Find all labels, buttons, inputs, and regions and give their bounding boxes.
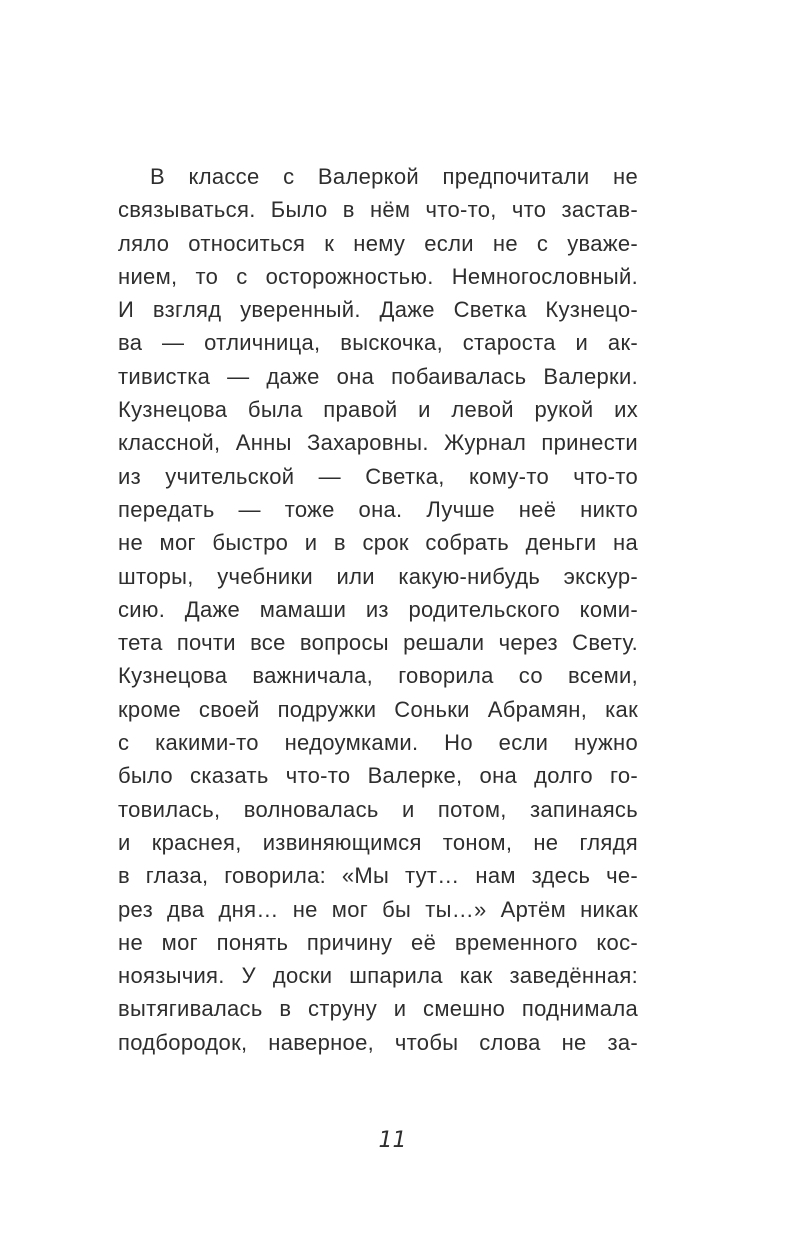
text-line: кроме своей подружки Соньки Абрамян, как <box>118 696 638 722</box>
text-line: связываться. Было в нём что-то, что застав- <box>118 197 638 223</box>
text-line: тивистка — даже она побаивалась Валерки. <box>118 363 638 389</box>
text-line: из учительской — Светка, кому-то что-то <box>118 463 638 489</box>
text-line: В классе с Валеркой предпочитали не <box>150 164 638 189</box>
text-line: вытягивалась в струну и смешно поднимала <box>118 996 638 1022</box>
text-line: тета почти все вопросы решали через Свету. <box>118 630 638 656</box>
text-line: Кузнецова была правой и левой рукой их <box>118 397 638 423</box>
text-line: И взгляд уверенный. Даже Светка Кузнецо- <box>118 297 638 323</box>
text-line: ляло относиться к нему если не с уваже- <box>118 230 638 256</box>
text-line: классной, Анны Захаровны. Журнал принести <box>118 430 638 456</box>
text-line: ва — отличница, выскочка, староста и ак- <box>118 330 638 356</box>
text-line: в глаза, говорила: «Мы тут… нам здесь че- <box>118 863 638 889</box>
body-paragraph <box>118 160 638 1059</box>
text-line: с какими-то недоумками. Но если нужно <box>118 730 638 756</box>
text-line: Кузнецова важничала, говорила со всеми, <box>118 663 638 689</box>
text-line: и краснея, извиняющимся тоном, не глядя <box>118 829 638 855</box>
text-line: сию. Даже мамаши из родительского коми- <box>118 596 638 622</box>
text-line: было сказать что-то Валерке, она долго го- <box>118 763 638 789</box>
text-line: рез два дня… не мог бы ты…» Артём никак <box>118 896 638 922</box>
text-line: ноязычия. У доски шпарила как заведённая: <box>118 963 638 989</box>
text-line: не мог быстро и в срок собрать деньги на <box>118 530 638 556</box>
text-line: шторы, учебники или какую-нибудь экскур- <box>118 563 638 589</box>
text-line: передать — тоже она. Лучше неё никто <box>118 496 638 522</box>
text-line: товилась, волновалась и потом, запинаясь <box>118 796 638 822</box>
text-line: подбородок, наверное, чтобы слова не за- <box>118 1029 638 1055</box>
text-line: нием, то с осторожностью. Немногословный. <box>118 263 638 289</box>
page-number: 11 <box>378 1128 407 1153</box>
text-line: не мог понять причину её временного кос- <box>118 929 638 955</box>
